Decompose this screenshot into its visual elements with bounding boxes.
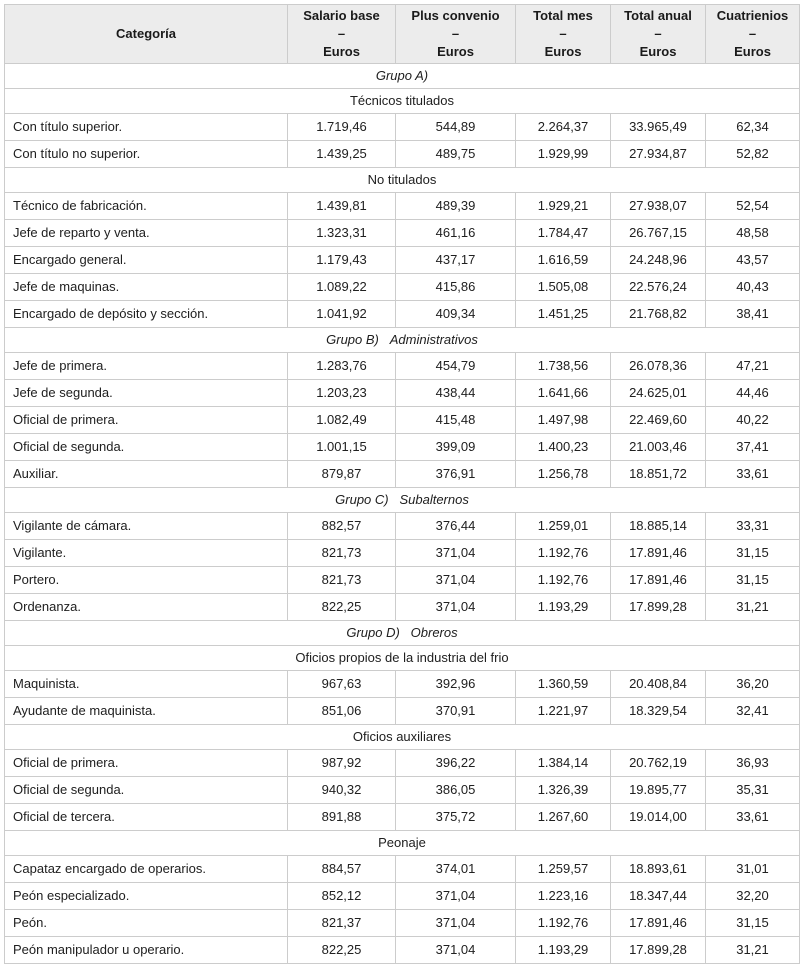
category-cell: Técnico de fabricación. [5,193,288,220]
column-header-unit: Euros [734,44,771,59]
value-cell: 2.264,37 [516,114,611,141]
category-cell: Oficial de primera. [5,407,288,434]
value-cell: 47,21 [706,353,800,380]
column-header-unit: Euros [323,44,360,59]
category-cell: Jefe de segunda. [5,380,288,407]
value-cell: 438,44 [396,380,516,407]
value-cell: 1.089,22 [288,274,396,301]
value-cell: 20.408,84 [611,671,706,698]
value-cell: 33,61 [706,461,800,488]
value-cell: 26.767,15 [611,220,706,247]
value-cell: 371,04 [396,567,516,594]
table-row [5,856,800,883]
section-header-label: No titulados [5,168,800,193]
column-header-dash: – [748,26,757,41]
value-cell: 879,87 [288,461,396,488]
table-row [5,594,800,621]
column-header-unit: Euros [639,44,677,59]
value-cell: 17.891,46 [611,910,706,937]
value-cell: 371,04 [396,883,516,910]
value-cell: 52,54 [706,193,800,220]
value-cell: 26.078,36 [611,353,706,380]
table-row [5,567,800,594]
value-cell: 27.938,07 [611,193,706,220]
value-cell: 374,01 [396,856,516,883]
group-header-label: Grupo C) Subalternos [5,488,800,513]
value-cell: 821,73 [288,567,396,594]
value-cell: 18.329,54 [611,698,706,725]
value-cell: 22.576,24 [611,274,706,301]
value-cell: 1.384,14 [516,750,611,777]
value-cell: 31,15 [706,540,800,567]
value-cell: 44,46 [706,380,800,407]
value-cell: 437,17 [396,247,516,274]
value-cell: 33,31 [706,513,800,540]
value-cell: 1.192,76 [516,910,611,937]
value-cell: 21.768,82 [611,301,706,328]
value-cell: 38,41 [706,301,800,328]
value-cell: 882,57 [288,513,396,540]
category-cell: Oficial de segunda. [5,434,288,461]
value-cell: 415,86 [396,274,516,301]
table-row [5,353,800,380]
value-cell: 31,21 [706,594,800,621]
section-header-label: Oficios auxiliares [5,725,800,750]
value-cell: 544,89 [396,114,516,141]
value-cell: 1.256,78 [516,461,611,488]
header-row [5,5,800,64]
section-header-row [5,646,800,671]
value-cell: 1.283,76 [288,353,396,380]
value-cell: 36,93 [706,750,800,777]
table-row [5,247,800,274]
value-cell: 396,22 [396,750,516,777]
value-cell: 1.641,66 [516,380,611,407]
table-row [5,777,800,804]
value-cell: 40,43 [706,274,800,301]
category-cell: Ordenanza. [5,594,288,621]
category-cell: Peón. [5,910,288,937]
category-cell: Auxiliar. [5,461,288,488]
table-body [5,64,800,964]
table-row [5,750,800,777]
column-header-label: Cuatrienios [716,8,789,23]
group-header-row [5,328,800,353]
group-header-label: Grupo D) Obreros [5,621,800,646]
column-header-dash: – [337,26,346,41]
value-cell: 1.929,21 [516,193,611,220]
value-cell: 17.891,46 [611,540,706,567]
value-cell: 18.851,72 [611,461,706,488]
table-row [5,301,800,328]
value-cell: 27.934,87 [611,141,706,168]
section-header-label: Oficios propios de la industria del frio [5,646,800,671]
value-cell: 371,04 [396,910,516,937]
value-cell: 36,20 [706,671,800,698]
category-cell: Oficial de segunda. [5,777,288,804]
value-cell: 1.439,81 [288,193,396,220]
table-row [5,380,800,407]
value-cell: 48,58 [706,220,800,247]
salary-table [4,4,800,964]
category-cell: Maquinista. [5,671,288,698]
value-cell: 17.899,28 [611,937,706,964]
value-cell: 1.738,56 [516,353,611,380]
table-row [5,671,800,698]
value-cell: 35,31 [706,777,800,804]
value-cell: 22.469,60 [611,407,706,434]
value-cell: 1.203,23 [288,380,396,407]
value-cell: 62,34 [706,114,800,141]
value-cell: 21.003,46 [611,434,706,461]
category-cell: Jefe de primera. [5,353,288,380]
column-header-total-mes [516,5,611,64]
value-cell: 1.082,49 [288,407,396,434]
value-cell: 489,75 [396,141,516,168]
column-header-salario-base [288,5,396,64]
value-cell: 19.014,00 [611,804,706,831]
value-cell: 24.625,01 [611,380,706,407]
value-cell: 822,25 [288,937,396,964]
category-cell: Oficial de tercera. [5,804,288,831]
value-cell: 851,06 [288,698,396,725]
value-cell: 392,96 [396,671,516,698]
table-row [5,193,800,220]
column-header-cuatrienios [706,5,800,64]
value-cell: 461,16 [396,220,516,247]
table-row [5,220,800,247]
value-cell: 31,21 [706,937,800,964]
value-cell: 386,05 [396,777,516,804]
section-header-row [5,89,800,114]
value-cell: 1.719,46 [288,114,396,141]
category-cell: Con título superior. [5,114,288,141]
table-row [5,114,800,141]
value-cell: 1.267,60 [516,804,611,831]
value-cell: 376,91 [396,461,516,488]
table-row [5,274,800,301]
value-cell: 1.784,47 [516,220,611,247]
category-cell: Vigilante de cámara. [5,513,288,540]
category-cell: Encargado general. [5,247,288,274]
value-cell: 987,92 [288,750,396,777]
value-cell: 17.899,28 [611,594,706,621]
category-cell: Jefe de reparto y venta. [5,220,288,247]
category-cell: Portero. [5,567,288,594]
column-header-dash: – [451,26,460,41]
value-cell: 371,04 [396,937,516,964]
value-cell: 19.895,77 [611,777,706,804]
section-header-label: Peonaje [5,831,800,856]
value-cell: 371,04 [396,540,516,567]
value-cell: 852,12 [288,883,396,910]
table-row [5,461,800,488]
value-cell: 415,48 [396,407,516,434]
value-cell: 940,32 [288,777,396,804]
table-row [5,434,800,461]
table-row [5,910,800,937]
table-row [5,540,800,567]
group-header-row [5,488,800,513]
value-cell: 1.192,76 [516,567,611,594]
category-cell: Ayudante de maquinista. [5,698,288,725]
value-cell: 18.347,44 [611,883,706,910]
value-cell: 24.248,96 [611,247,706,274]
group-header-row [5,64,800,89]
value-cell: 31,01 [706,856,800,883]
value-cell: 1.323,31 [288,220,396,247]
value-cell: 20.762,19 [611,750,706,777]
column-header-unit: Euros [437,44,474,59]
value-cell: 821,37 [288,910,396,937]
value-cell: 18.885,14 [611,513,706,540]
value-cell: 52,82 [706,141,800,168]
value-cell: 32,20 [706,883,800,910]
section-header-label: Técnicos titulados [5,89,800,114]
value-cell: 1.326,39 [516,777,611,804]
column-header-label: Plus convenio [411,8,500,23]
value-cell: 31,15 [706,567,800,594]
value-cell: 370,91 [396,698,516,725]
value-cell: 1.221,97 [516,698,611,725]
value-cell: 891,88 [288,804,396,831]
section-header-row [5,168,800,193]
value-cell: 1.259,57 [516,856,611,883]
value-cell: 32,41 [706,698,800,725]
value-cell: 17.891,46 [611,567,706,594]
value-cell: 1.360,59 [516,671,611,698]
value-cell: 1.193,29 [516,594,611,621]
value-cell: 1.001,15 [288,434,396,461]
category-cell: Capataz encargado de operarios. [5,856,288,883]
category-cell: Con título no superior. [5,141,288,168]
value-cell: 18.893,61 [611,856,706,883]
column-header-unit: Euros [544,44,582,59]
value-cell: 884,57 [288,856,396,883]
value-cell: 37,41 [706,434,800,461]
value-cell: 33,61 [706,804,800,831]
column-header-total-anual [611,5,706,64]
value-cell: 1.439,25 [288,141,396,168]
value-cell: 967,63 [288,671,396,698]
category-cell: Vigilante. [5,540,288,567]
value-cell: 371,04 [396,594,516,621]
category-cell: Oficial de primera. [5,750,288,777]
column-header-dash: – [559,26,567,41]
column-header-plus-convenio [396,5,516,64]
table-row [5,698,800,725]
value-cell: 1.497,98 [516,407,611,434]
value-cell: 33.965,49 [611,114,706,141]
value-cell: 1.259,01 [516,513,611,540]
table-row [5,513,800,540]
category-cell: Peón manipulador u operario. [5,937,288,964]
value-cell: 454,79 [396,353,516,380]
column-header-label: Total anual [624,8,692,23]
table-row [5,407,800,434]
column-header-label: Total mes [533,8,593,23]
value-cell: 1.929,99 [516,141,611,168]
category-cell: Encargado de depósito y sección. [5,301,288,328]
column-header-categoria: Categoría [5,5,288,64]
value-cell: 409,34 [396,301,516,328]
value-cell: 1.505,08 [516,274,611,301]
table-row [5,883,800,910]
value-cell: 1.451,25 [516,301,611,328]
column-header-dash: – [654,26,662,41]
column-header-label: Salario base [303,8,380,23]
section-header-row [5,725,800,750]
value-cell: 40,22 [706,407,800,434]
group-header-row [5,621,800,646]
value-cell: 375,72 [396,804,516,831]
value-cell: 822,25 [288,594,396,621]
value-cell: 31,15 [706,910,800,937]
value-cell: 1.616,59 [516,247,611,274]
value-cell: 1.223,16 [516,883,611,910]
table-row [5,804,800,831]
value-cell: 1.193,29 [516,937,611,964]
table-row [5,141,800,168]
group-header-label: Grupo A) [5,64,800,89]
category-cell: Peón especializado. [5,883,288,910]
category-cell: Jefe de maquinas. [5,274,288,301]
value-cell: 1.041,92 [288,301,396,328]
value-cell: 1.179,43 [288,247,396,274]
value-cell: 399,09 [396,434,516,461]
value-cell: 1.400,23 [516,434,611,461]
value-cell: 489,39 [396,193,516,220]
table-row [5,937,800,964]
value-cell: 376,44 [396,513,516,540]
value-cell: 43,57 [706,247,800,274]
group-header-label: Grupo B) Administrativos [5,328,800,353]
value-cell: 1.192,76 [516,540,611,567]
section-header-row [5,831,800,856]
value-cell: 821,73 [288,540,396,567]
